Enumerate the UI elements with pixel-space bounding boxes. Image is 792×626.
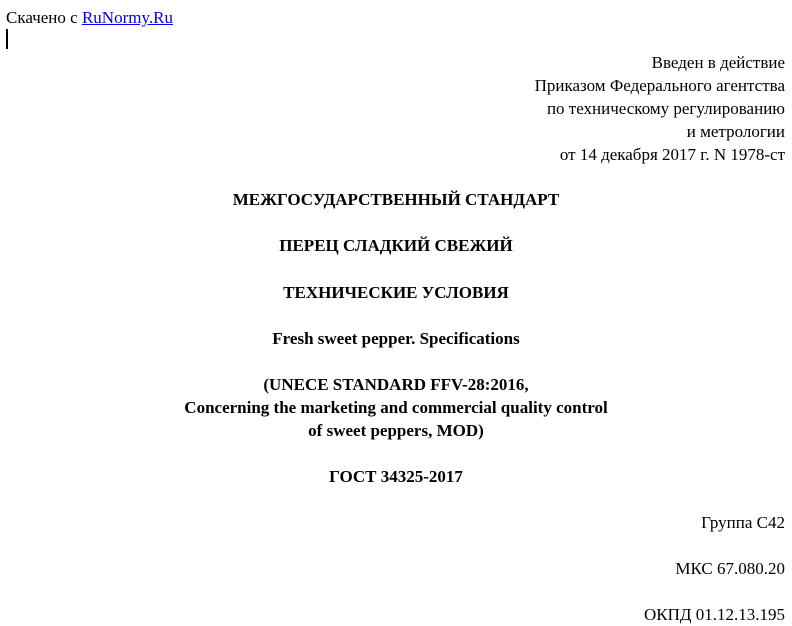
- unece-line: of sweet peppers, MOD): [308, 421, 484, 440]
- interstate-standard-heading: МЕЖГОСУДАРСТВЕННЫЙ СТАНДАРТ: [232, 190, 560, 209]
- enactment-line: и метрологии: [686, 122, 785, 141]
- source-prefix: Скачено с: [6, 8, 82, 27]
- runormy-link[interactable]: RuNormy.Ru: [81, 8, 173, 27]
- english-title: Fresh sweet pepper. Specifications: [272, 329, 520, 348]
- text-cursor: [6, 29, 8, 49]
- enactment-line: от 14 декабря 2017 г. N 1978-ст: [559, 145, 785, 164]
- gost-number: ГОСТ 34325-2017: [329, 467, 463, 486]
- unece-reference: [0, 373, 792, 442]
- mks-code: МКС 67.080.20: [675, 559, 785, 578]
- enactment-line: по техническому регулированию: [546, 99, 785, 118]
- group-code: Группа С42: [701, 513, 785, 532]
- enactment-line: Приказом Федерального агентства: [534, 76, 785, 95]
- unece-line: (UNECE STANDARD FFV-28:2016,: [263, 375, 529, 394]
- enactment-note: [535, 51, 785, 166]
- okpd-code: ОКПД 01.12.13.195: [644, 605, 785, 624]
- specifications-heading: ТЕХНИЧЕСКИЕ УСЛОВИЯ: [283, 283, 509, 302]
- product-heading: ПЕРЕЦ СЛАДКИЙ СВЕЖИЙ: [279, 236, 513, 255]
- unece-line: Concerning the marketing and commercial quality control: [184, 398, 608, 417]
- source-line: [6, 6, 173, 29]
- enactment-line: Введен в действие: [651, 53, 785, 72]
